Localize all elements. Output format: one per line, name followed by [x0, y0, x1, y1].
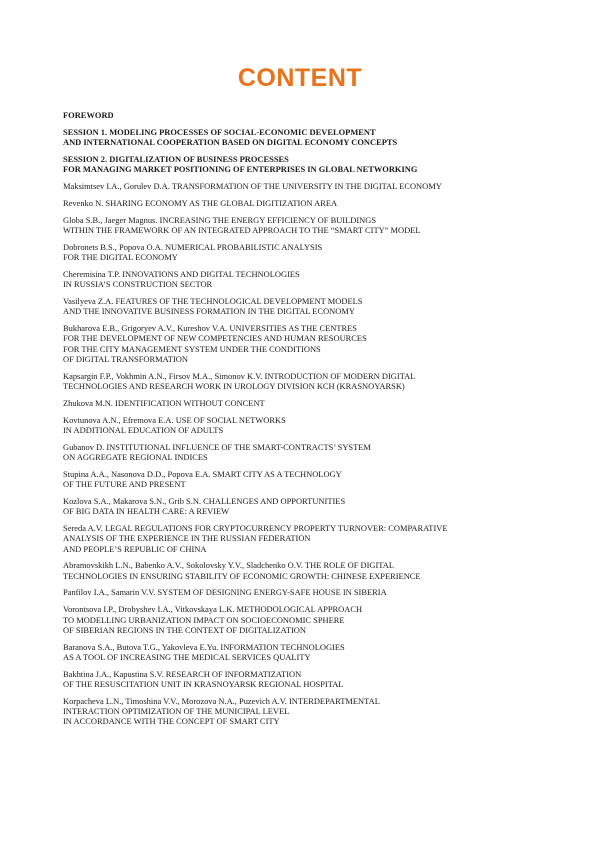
- toc-entry-line: OF BIG DATA IN HEALTH CARE: A REVIEW: [63, 506, 230, 517]
- toc-entry: [63, 560, 553, 580]
- toc-entry-line: AS A TOOL OF INCREASING THE MEDICAL SERVICES QUALITY: [63, 651, 311, 662]
- toc-entry-line: AND PEOPLE’S REPUBLIC OF CHINA: [63, 543, 207, 554]
- toc-entry-line: WITHIN THE FRAMEWORK OF AN INTEGRATED APPROACH TO THE “SMART CITY” MODEL: [63, 225, 421, 236]
- toc-entry-line: Cheremisina T.P. INNOVATIONS AND DIGITAL TECHNOLOGIES: [63, 269, 300, 280]
- toc-entry-line: Vorontsova I.P., Drobyshev I.A., Vitkovskaya L.K. METHODOLOGICAL APPROACH: [63, 604, 363, 615]
- toc-entry-line: FOR THE DIGITAL ECONOMY: [63, 252, 178, 263]
- toc-entry-line: AND INTERNATIONAL COOPERATION BASED ON DIGITAL ECONOMY CONCEPTS: [63, 137, 398, 148]
- toc-entry-line: TECHNOLOGIES AND RESEARCH WORK IN UROLOGY DIVISION KCH (KRASNOYARSK): [63, 380, 405, 391]
- toc-entry: [63, 296, 553, 316]
- toc-entry-line: Korpacheva L.N., Timoshina V.V., Morozova N.A., Puzevich A.V. INTERDEPARTMENTAL: [63, 695, 380, 706]
- toc-entry-line: Kozlova S.A., Makarova S.N., Grib S.N. CHALLENGES AND OPPORTUNITIES: [63, 496, 346, 506]
- toc-entry-line: SESSION 1. MODELING PROCESSES OF SOCIAL-ECONOMIC DEVELOPMENT: [63, 126, 376, 137]
- toc-entry-line: FOR THE CITY MANAGEMENT SYSTEM UNDER THE CONDITIONS: [63, 343, 321, 354]
- toc-entry-line: IN ADDITIONAL EDUCATION OF ADULTS: [63, 424, 224, 435]
- toc-entry-line: Kovtunova A.N., Efremova E.A. USE OF SOCIAL NETWORKS: [63, 414, 286, 425]
- toc-entry-line: FOREWORD: [63, 110, 114, 120]
- toc-entry-line: TECHNOLOGIES IN ENSURING STABILITY OF ECONOMIC GROWTH: CHINESE EXPERIENCE: [63, 570, 421, 581]
- toc-entry-line: OF THE FUTURE AND PRESENT: [63, 479, 186, 490]
- toc-entry-line: IN ACCORDANCE WITH THE CONCEPT OF SMART CITY: [63, 716, 280, 727]
- toc-entry-line: INTERACTION OPTIMIZATION OF THE MUNICIPAL LEVEL: [63, 706, 290, 717]
- toc-section-heading: [63, 127, 553, 147]
- toc-entry-line: Kapsargin F.P., Vokhmin A.N., Firsov M.A., Simonov K.V. INTRODUCTION OF MODERN DIGITAL: [63, 370, 416, 381]
- toc-entry-line: Dobronets B.S., Popova O.A. NUMERICAL PROBABILISTIC ANALYSIS: [63, 241, 323, 252]
- toc-entry-line: Sereda A.V. LEGAL REGULATIONS FOR CRYPTOCURRENCY PROPERTY TURNOVER: COMPARATIVE: [63, 523, 448, 534]
- toc-entry: [63, 198, 553, 208]
- toc-entry-line: OF SIBERIAN REGIONS IN THE CONTEXT OF DIGITALIZATION: [63, 624, 306, 635]
- toc-entry: [63, 469, 553, 489]
- toc-entry: [63, 323, 553, 364]
- toc-entry: [63, 398, 553, 408]
- toc-entry-line: Zhukova M.N. IDENTIFICATION WITHOUT CONCENT: [63, 397, 265, 408]
- toc-entry-line: FOR MANAGING MARKET POSITIONING OF ENTERPRISES IN GLOBAL NETWORKING: [63, 164, 418, 175]
- toc-entry-line: Globa S.B., Jaeger Magnus. INCREASING THE ENERGY EFFICIENCY OF BUILDINGS: [63, 214, 377, 225]
- toc-entry: [63, 215, 553, 235]
- toc-entry-line: Maksimtsev I.A., Gorulev D.A. TRANSFORMATION OF THE UNIVERSITY IN THE DIGITAL ECONOMY: [63, 181, 442, 192]
- table-of-contents: [63, 110, 553, 733]
- toc-entry-line: Bukharova E.B., Grigoryev A.V., Kureshov V.A. UNIVERSITIES AS THE CENTRES: [63, 323, 357, 334]
- toc-entry: [63, 669, 553, 689]
- toc-entry-line: Vasilyeva Z.A. FEATURES OF THE TECHNOLOGICAL DEVELOPMENT MODELS: [63, 296, 363, 307]
- toc-entry-line: Panfilov I.A., Samarin V.V. SYSTEM OF DESIGNING ENERGY-SAFE HOUSE IN SIBERIA: [63, 587, 387, 598]
- toc-entry: [63, 496, 553, 516]
- toc-entry: [63, 642, 553, 662]
- toc-entry-line: ANALYSIS OF THE EXPERIENCE IN THE RUSSIAN FEDERATION: [63, 533, 311, 544]
- toc-entry: [63, 242, 553, 262]
- toc-entry-line: Stupina A.A., Nasonova D.D., Popova E.A. SMART CITY AS A TECHNOLOGY: [63, 468, 342, 479]
- toc-entry: [63, 181, 553, 191]
- toc-entry: [63, 604, 553, 635]
- toc-entry-line: Gubanov D. INSTITUTIONAL INFLUENCE OF THE SMART-CONTRACTS’ SYSTEM: [63, 441, 371, 452]
- toc-entry-line: Abramovskikh L.N., Babenko A.V., Sokolovsky Y.V., Sladchenko O.V. THE ROLE OF DIGITAL: [63, 560, 395, 571]
- toc-entry-line: Bakhtina J.A., Kapustina S.V. RESEARCH OF INFORMATIZATION: [63, 668, 302, 679]
- toc-section-heading: [63, 110, 553, 120]
- toc-entry: [63, 371, 553, 391]
- toc-entry-line: Revenko N. SHARING ECONOMY AS THE GLOBAL DIGITIZATION AREA: [63, 197, 338, 208]
- toc-entry: [63, 587, 553, 597]
- toc-entry: [63, 269, 553, 289]
- toc-entry-line: Baranova S.A., Butova T.G., Yakovleva E.Yu. INFORMATION TECHNOLOGIES: [63, 641, 345, 652]
- toc-entry-line: AND THE INNOVATIVE BUSINESS FORMATION IN THE DIGITAL ECONOMY: [63, 306, 355, 317]
- toc-entry: [63, 696, 553, 727]
- toc-entry-line: OF THE RESUSCITATION UNIT IN KRASNOYARSK REGIONAL HOSPITAL: [63, 678, 344, 689]
- toc-entry-line: SESSION 2. DIGITALIZATION OF BUSINESS PROCESSES: [63, 153, 289, 164]
- toc-entry-line: OF DIGITAL TRANSFORMATION: [63, 353, 188, 364]
- toc-entry-line: FOR THE DEVELOPMENT OF NEW COMPETENCIES AND HUMAN RESOURCES: [63, 333, 367, 344]
- toc-entry: [63, 415, 553, 435]
- toc-entry: [63, 442, 553, 462]
- page-title: CONTENT: [237, 64, 363, 92]
- toc-section-heading: [63, 154, 553, 174]
- toc-entry-line: IN RUSSIA’S CONSTRUCTION SECTOR: [63, 279, 213, 290]
- toc-entry-line: TO MODELLING URBANIZATION IMPACT ON SOCIOECONOMIC SPHERE: [63, 614, 345, 625]
- toc-entry: [63, 523, 553, 554]
- toc-entry-line: ON AGGREGATE REGIONAL INDICES: [63, 452, 208, 463]
